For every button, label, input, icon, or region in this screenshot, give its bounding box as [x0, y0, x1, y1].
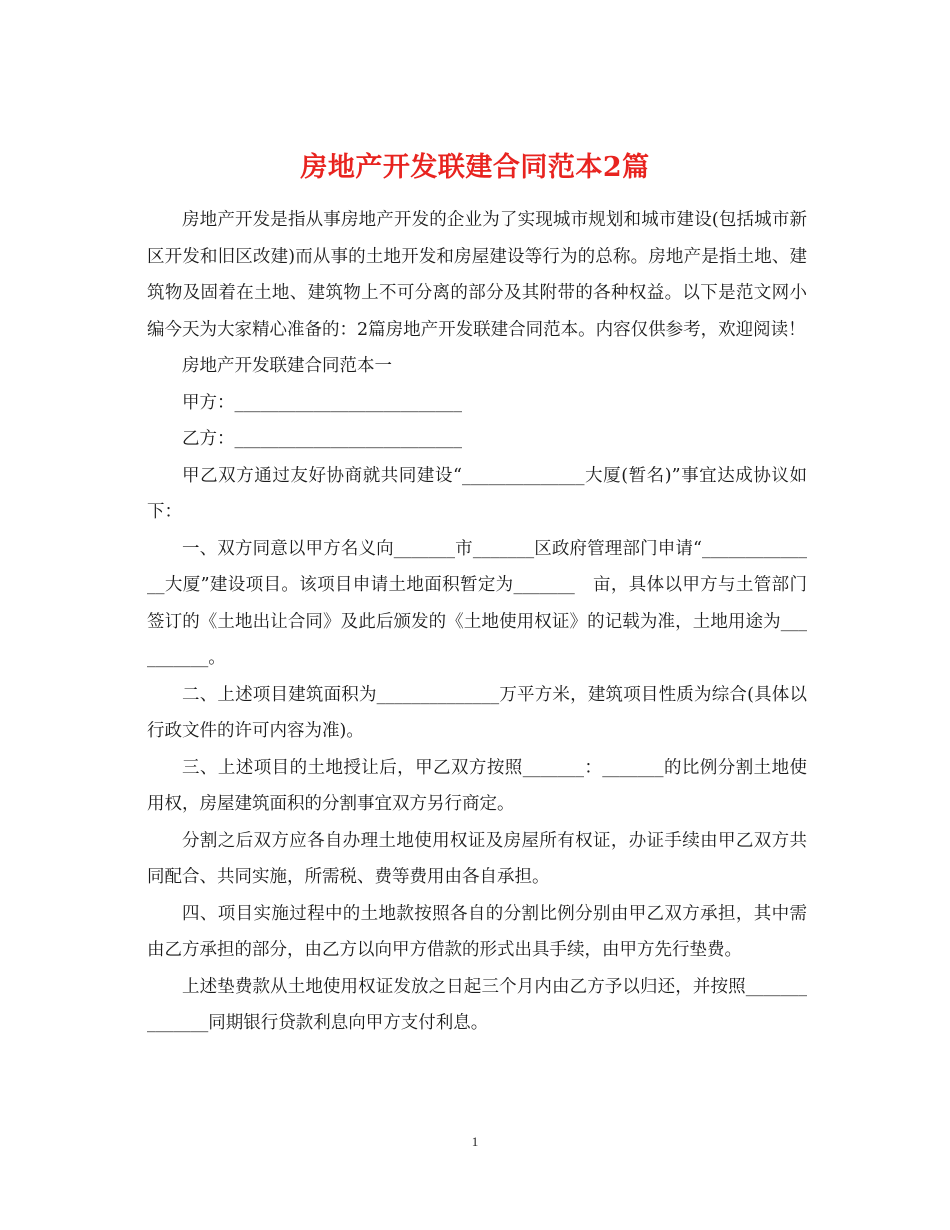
- clause-4: 四、项目实施过程中的土地款按照各自的分割比例分别由甲乙双方承担，其中需由乙方承担的部分，由乙方以向甲方借款的形式出具手续，由甲方先行垫费。: [147, 903, 807, 960]
- intro-paragraph: 房地产开发是指从事房地产开发的企业为了实现城市规划和城市建设(包括城市新区开发和旧区改建)而从事的土地开发和房屋建设等行为的总称。房地产是指土地、建筑物及固着在土地、建筑物上不可分离的部分及其附带的各种权益。以下是范文网小编今天为大家精心准备的：2篇房地产开发联建合同范本。内容仅供参考，欢迎阅读！: [147, 210, 807, 340]
- clause-3-continued: 分割之后双方应各自办理土地使用权证及房屋所有权证，办证手续由甲乙双方共同配合、共同实施，所需税、费等费用由各自承担。: [147, 830, 807, 887]
- clause-1: 一、双方同意以甲方名义向_______市_______区政府管理部门申请“______________大厦”建设项目。该项目申请土地面积暂定为_______ 亩，具体以甲方与土管部门签订的《土地出让合同》及此后颁发的《土地使用权证》的记载为准，土地用途为__________。: [147, 538, 807, 668]
- agreement-preamble: 甲乙双方通过友好协商就共同建设“______________大厦(暂名)”事宜达成协议如下：: [147, 465, 807, 522]
- clause-2: 二、上述项目建筑面积为______________万平方米，建筑项目性质为综合(具体以行政文件的许可内容为准)。: [147, 684, 807, 741]
- clause-4-continued: 上述垫费款从土地使用权证发放之日起三个月内由乙方予以归还，并按照______________同期银行贷款利息向甲方支付利息。: [147, 976, 807, 1033]
- section-heading: 房地产开发联建合同范本一: [182, 356, 392, 376]
- document-body: [147, 202, 807, 1042]
- clause-3: 三、上述项目的土地授让后，甲乙双方按照_______：_______的比例分割土地使用权，房屋建筑面积的分割事宜双方另行商定。: [147, 757, 807, 814]
- party-b-line: 乙方：__________________________: [182, 429, 462, 449]
- page-number: 1: [471, 1134, 479, 1149]
- document-title: 房地产开发联建合同范本2篇: [300, 152, 650, 184]
- party-a-line: 甲方：__________________________: [182, 392, 462, 413]
